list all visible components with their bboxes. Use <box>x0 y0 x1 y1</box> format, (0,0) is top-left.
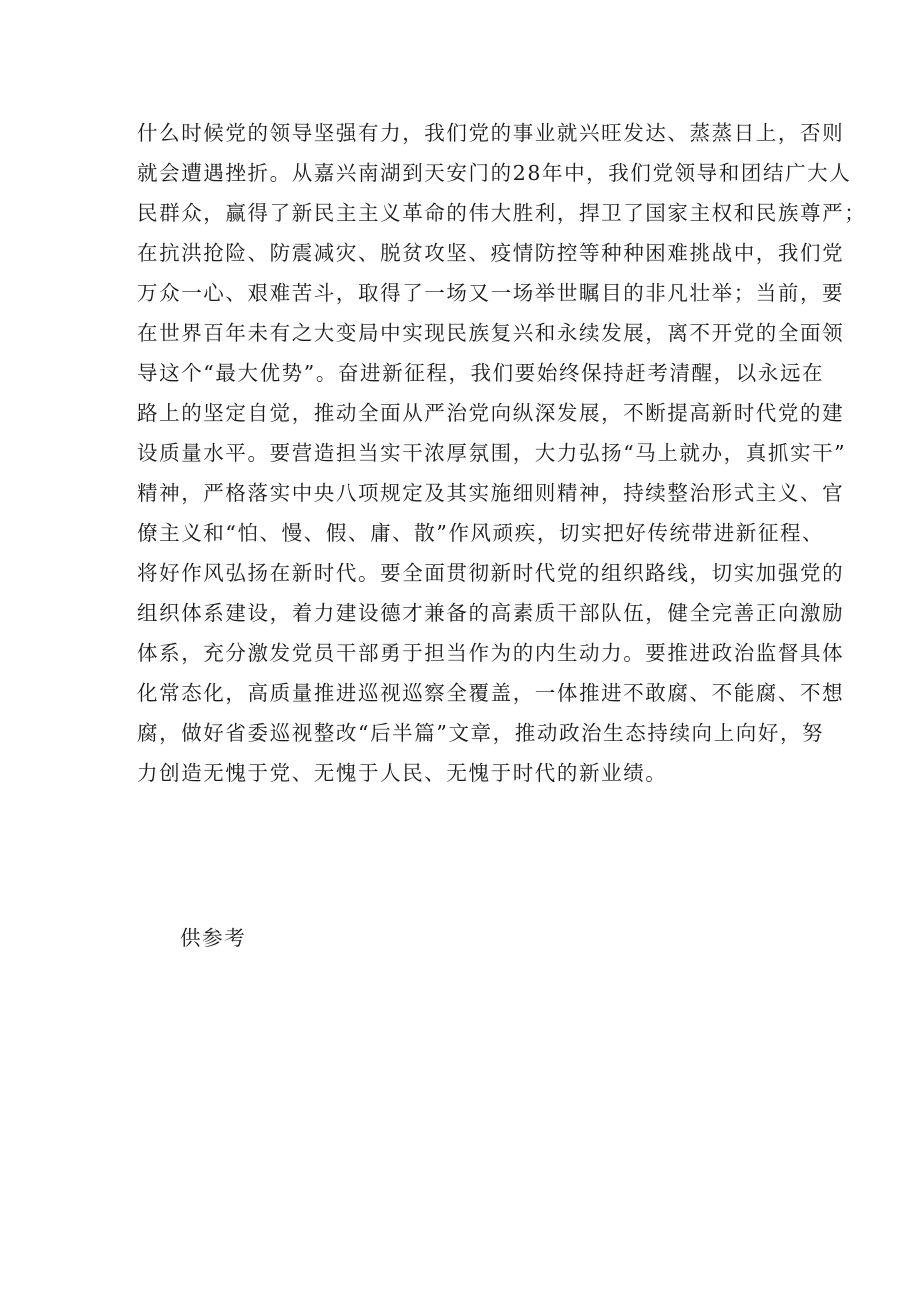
paragraph-line: 僚主义和“怕、慢、假、庸、散”作风顽疾，切实把好传统带进新征程、 <box>137 521 825 545</box>
paragraph-line: 在抗洪抢险、防震减灾、脱贫攻坚、疫情防控等种种困难挑战中，我们党 <box>137 241 845 265</box>
paragraph-line: 就会遭遇挫折。从嘉兴南湖到天安门的28年中，我们党领导和团结广大人 <box>137 161 852 185</box>
paragraph-line: 腐，做好省委巡视整改“后半篇”文章，推动政治生态持续向上向好，努 <box>137 721 825 745</box>
paragraph-line: 将好作风弘扬在新时代。要全面贯彻新时代党的组织路线，切实加强党的 <box>137 561 845 585</box>
paragraph-line: 民群众，赢得了新民主主义革命的伟大胜利，捍卫了国家主权和民族尊严； <box>137 201 867 225</box>
paragraph-line: 力创造无愧于党、无愧于人民、无愧于时代的新业绩。 <box>137 761 668 785</box>
reference-note: 供参考 <box>180 926 247 950</box>
paragraph-line: 精神，严格落实中央八项规定及其实施细则精神，持续整治形式主义、官 <box>137 481 845 505</box>
paragraph-line: 化常态化，高质量推进巡视巡察全覆盖，一体推进不敢腐、不能腐、不想 <box>137 681 845 705</box>
paragraph-line: 导这个“最大优势”。奋进新征程，我们要始终保持赶考清醒，以永远在 <box>137 361 825 385</box>
paragraph-line: 组织体系建设，着力建设德才兼备的高素质干部队伍，健全完善正向激励 <box>137 601 845 625</box>
paragraph-line: 设质量水平。要营造担当实干浓厚氛围，大力弘扬“马上就办，真抓实干” <box>137 441 847 465</box>
paragraph-line: 万众一心、艰难苦斗，取得了一场又一场举世瞩目的非凡壮举；当前，要 <box>137 281 845 305</box>
paragraph-line: 什么时候党的领导坚强有力，我们党的事业就兴旺发达、蒸蒸日上，否则 <box>137 121 845 145</box>
paragraph-line: 路上的坚定自觉，推动全面从严治党向纵深发展，不断提高新时代党的建 <box>137 401 845 425</box>
body-paragraph <box>137 113 867 793</box>
paragraph-line: 在世界百年未有之大变局中实现民族复兴和永续发展，离不开党的全面领 <box>137 321 845 345</box>
paragraph-line: 体系，充分激发党员干部勇于担当作为的内生动力。要推进政治监督具体 <box>137 641 845 665</box>
